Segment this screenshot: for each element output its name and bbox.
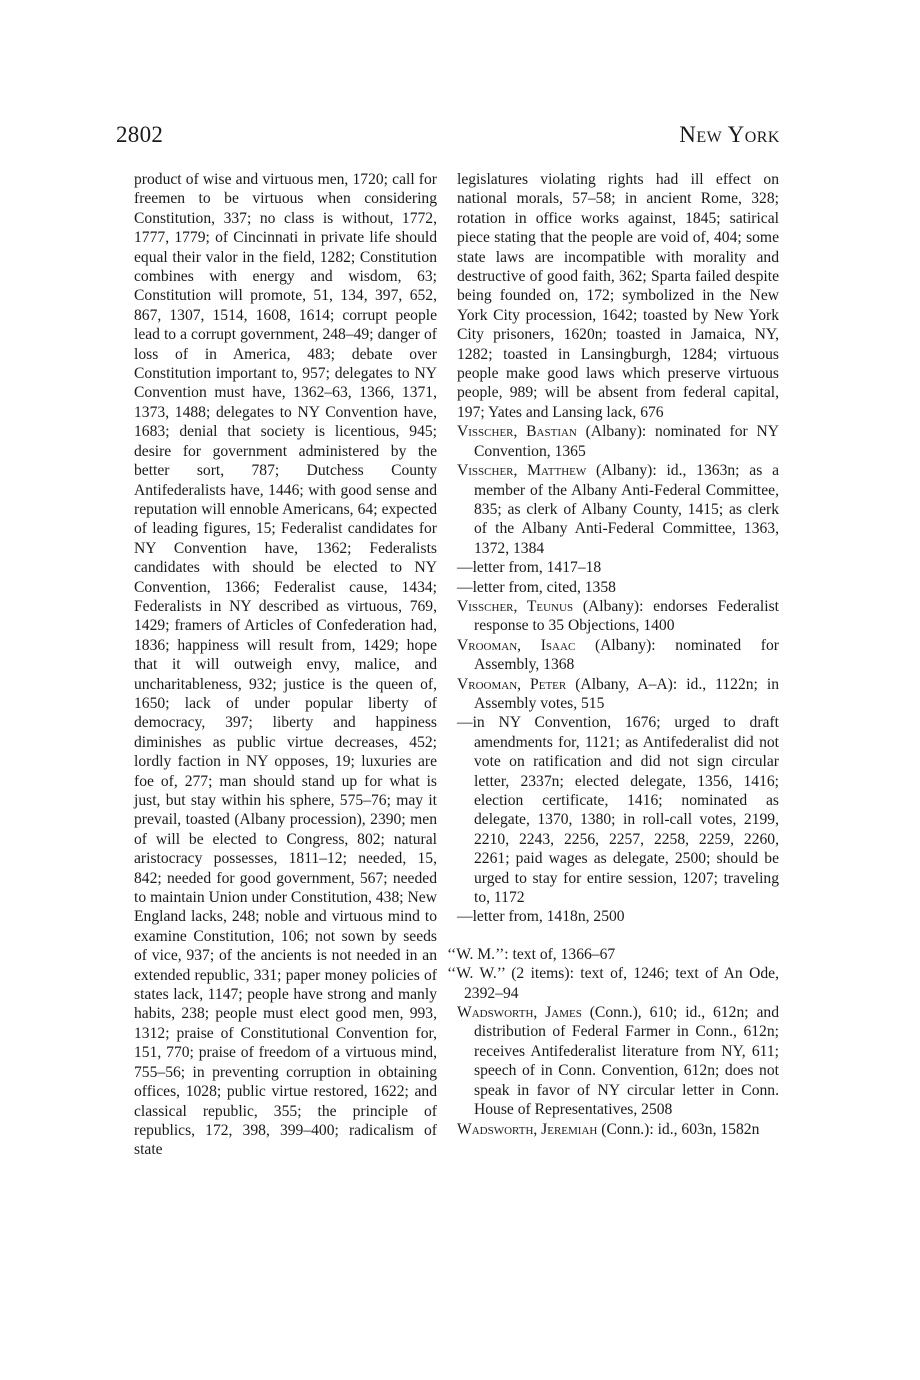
right-column (447, 170, 779, 1139)
entry-text: (Albany): endorses Federalist response to 35 Objections, 1400 (474, 597, 779, 635)
index-entry (457, 1120, 779, 1139)
left-column (134, 170, 437, 1160)
running-head: New York (679, 122, 780, 147)
index-entry (457, 461, 779, 558)
index-entry (457, 597, 779, 636)
index-subentry (457, 578, 779, 597)
index-continuation: product of wise and virtuous men, 1720; call for freemen to be virtuous when considering Constitution, 337; no class is without, 1772, 1777, 1779; of Cincinnati in private life should equal their valor in the field, 1282; Constitution combines with energy and wisdom, 63; Constitution will promote, 51, 134, 397, 652, 867, 1307, 1514, 1608, 1614; corrupt people lead to a corrupt government, 248–49; danger of loss of in America, 483; debate over Constitution important to, 957; delegates to NY Convention must have, 1362–63, 1366, 1371, 1373, 1488; delegates to NY Convention have, 1683; denial that society is licentious, 945; desire for government administered by the better sort, 787; Dutchess County Antifederalists have, 1446; with good sense and reputation will ennoble Americans, 64; expected of leading figures, 15; Federalist candidates for NY Convention have, 1362; Federalists candidates with should be elected to NY Convention, 1366; Federalist cause, 1434; Federalists in NY described as virtuous, 769, 1429; framers of Articles of Confederation had, 1836; happiness will result from, 1429; hope that it will outweigh envy, malice, and uncharitableness, 932; justice is the queen of, 1650; lack of under popular liberty of democracy, 397; liberty and happiness diminishes as public virtue decreases, 452; lordly faction in NY opposes, 19; luxuries are foe of, 277; man should stand up for what is just, but stay within his sphere, 575–76; may it prevail, toasted (Albany procession), 2390; men of will be elected to Congress, 802; natural aristocracy possesses, 1811–12; needed, 15, 842; needed for good government, 567; needed to maintain Union under Constitution, 438; New England lacks, 248; noble and virtuous mind to examine Constitution, 106; not sown by seeds of vice, 937; of the ancients is not needed in an extended republic, 331; paper money policies of states lack, 1147; people have strong and manly habits, 238; people must elect good men, 993, 1312; praise of Constitutional Convention for, 151, 770; praise of freedom of a virtuous mind, 755–56; in preventing corruption in obtaining offices, 1028; public virtue restored, 1622; and classical republic, 355; the principle of republics, 172, 398, 399–400; radicalism of state (134, 171, 437, 1159)
entry-text: ‘‘W. W.’’ (2 items): text of, 1246; text of An Ode, 2392–94 (447, 965, 779, 1002)
entry-text: —letter from, 1418n, 2500 (457, 908, 625, 926)
entry-name: Vrooman, Peter (457, 675, 567, 693)
entry-name: Visscher, Bastian (457, 423, 577, 441)
index-entry (457, 636, 779, 675)
index-subentry (457, 713, 779, 907)
entry-text: —letter from, cited, 1358 (457, 578, 616, 596)
index-entry (447, 945, 779, 964)
entry-name: Visscher, Matthew (457, 462, 587, 480)
index-subentry (457, 907, 779, 926)
entry-text: ‘‘W. M.’’: text of, 1366–67 (447, 945, 616, 963)
entry-text: (Albany): nominated for Assembly, 1368 (474, 636, 779, 674)
index-entry (457, 675, 779, 714)
entry-text: (Conn.), 610; id., 612n; and distribution of Federal Farmer in Conn., 612n; receives Antifederalist literature from NY, 611; speech of in Conn. Convention, 612n; does not speak in favor of NY circular letter in Conn. House of Representatives, 2508 (474, 1004, 779, 1119)
letter-section-gap (457, 927, 779, 945)
entry-text: (Conn.): id., 603n, 1582n (597, 1120, 760, 1138)
index-entry (457, 422, 779, 461)
entry-text: (Albany): id., 1363n; as a member of the Albany Anti-Federal Committee, 835; as clerk of Albany County, 1415; as clerk of the Albany Anti-Federal Committee, 1363, 1372, 1384 (474, 462, 779, 557)
entry-text: (Albany, A–A): id., 1122n; in Assembly votes, 515 (474, 675, 779, 712)
index-continuation: legislatures violating rights had ill effect on national morals, 57–58; in ancient Rome, 328; rotation in office works against, 1845; satirical piece stating that the people are void of, 404; some state laws are incompatible with morality and destructive of good faith, 362; Sparta failed despite being founded on, 172; symbolized in the New York City procession, 1642; toasted by New York City prisoners, 1620n; toasted in Jamaica, NY, 1282; toasted in Lansingburgh, 1284; virtuous people make good laws which preserve virtuous people, 989; will be absent from federal capital, 197; Yates and Lansing lack, 676 (457, 171, 779, 421)
entry-text: (Albany): nominated for NY Convention, 1365 (474, 423, 779, 460)
entry-text: —in NY Convention, 1676; urged to draft amendments for, 1121; as Antifederalist did not vote on ratification and did not sign circular letter, 2337n; elected delegate, 1356, 1416; election certificate, 1416; nominated as delegate, 1370, 1380; in roll-call votes, 2199, 2210, 2243, 2256, 2257, 2258, 2259, 2260, 2261; paid wages as delegate, 2500; should be urged to stay for entire session, 1207; traveling to, 1172 (457, 714, 779, 907)
entry-name: Vrooman, Isaac (457, 636, 576, 654)
index-entry (447, 964, 779, 1003)
index-subentry (457, 558, 779, 577)
entry-name: Wadsworth, Jeremiah (457, 1120, 598, 1138)
index-entry (457, 1003, 779, 1119)
page-number: 2802 (116, 122, 164, 147)
entry-text: —letter from, 1417–18 (457, 559, 602, 577)
entry-name: Visscher, Teunus (457, 597, 574, 615)
entry-name: Wadsworth, James (457, 1004, 582, 1022)
